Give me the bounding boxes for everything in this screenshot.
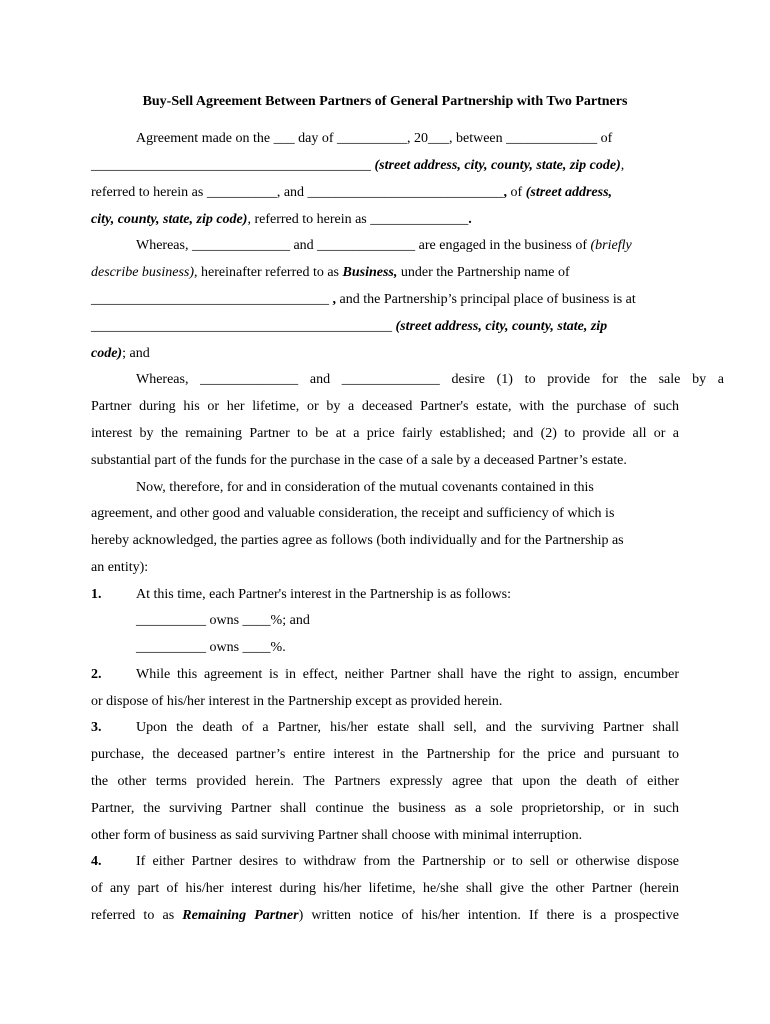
text-line: of any part of his/her interest during his/her lifetime, he/she shall give the other Partner (herein [91,881,679,896]
text-line: Now, therefore, for and in consideration of the mutual covenants contained in this [136,480,594,495]
section-1: 1. At this time, each Partner's interest in the Partnership is as follows: [91,587,512,602]
section-2: 2. While this agreement is in effect, neither Partner shall have the right to assign, encumber [91,667,679,682]
document-title: Buy-Sell Agreement Between Partners of General Partnership with Two Partners [142,94,628,109]
text-line: an entity): [91,560,149,575]
text-line: Partner, the surviving Partner shall continue the business as a sole proprietorship, or in such [91,801,679,816]
section-number: 4. [91,854,102,869]
text-line: referred to herein as __________, and ____________________________, of (street address, [91,185,613,200]
text-line: referred to as Remaining Partner) written notice of his/her intention. If there is a prospective [91,908,680,923]
text-line: Whereas, ______________ and ______________ are engaged in the business of (briefly [136,238,632,253]
text-line: purchase, the deceased partner’s entire interest in the Partnership for the price and pursuant to [91,747,679,762]
section-number: 3. [91,720,102,735]
text-line: agreement, and other good and valuable consideration, the receipt and sufficiency of which is [91,506,615,521]
text-line: __________________________________ , and the Partnership’s principal place of business is at [91,292,636,307]
text-line: other form of business as said surviving Partner shall choose with minimal interruption. [91,828,583,843]
text-line: interest by the remaining Partner to be at a price fairly established; and (2) to provide all or a [91,426,679,441]
text-line: city, county, state, zip code), referred to herein as ______________. [91,212,472,227]
text-line: ___________________________________________ (street address, city, county, state, zip [91,319,608,334]
text-line: __________ owns ____%. [136,640,286,655]
section-number: 2. [91,667,102,682]
text-line: Agreement made on the ___ day of __________, 20___, between _____________ of [136,131,613,146]
text-line: code); and [91,346,150,361]
section-number: 1. [91,587,102,602]
section-4: 4. If either Partner desires to withdraw from the Partnership or to sell or otherwise dispose [91,854,679,869]
text-line: ________________________________________ (street address, city, county, state, zip code), [91,158,625,173]
text-line: the other terms provided herein. The Partners expressly agree that upon the death of either [91,774,679,789]
text-line: hereby acknowledged, the parties agree as follows (both individually and for the Partnership as [91,533,624,548]
text-line: Partner during his or her lifetime, or by a deceased Partner's estate, with the purchase of such [91,399,679,414]
text-line: describe business), hereinafter referred to as Business, under the Partnership name of [91,265,570,280]
text-line: Whereas, ______________ and ______________ desire (1) to provide for the sale by a [136,372,724,387]
section-3: 3. Upon the death of a Partner, his/her estate shall sell, and the surviving Partner shall [91,720,679,735]
text-line: or dispose of his/her interest in the Partnership except as provided herein. [91,694,503,709]
text-line: substantial part of the funds for the purchase in the case of a sale by a deceased Partner’s estate. [91,453,627,468]
text-line: __________ owns ____%; and [136,613,310,628]
